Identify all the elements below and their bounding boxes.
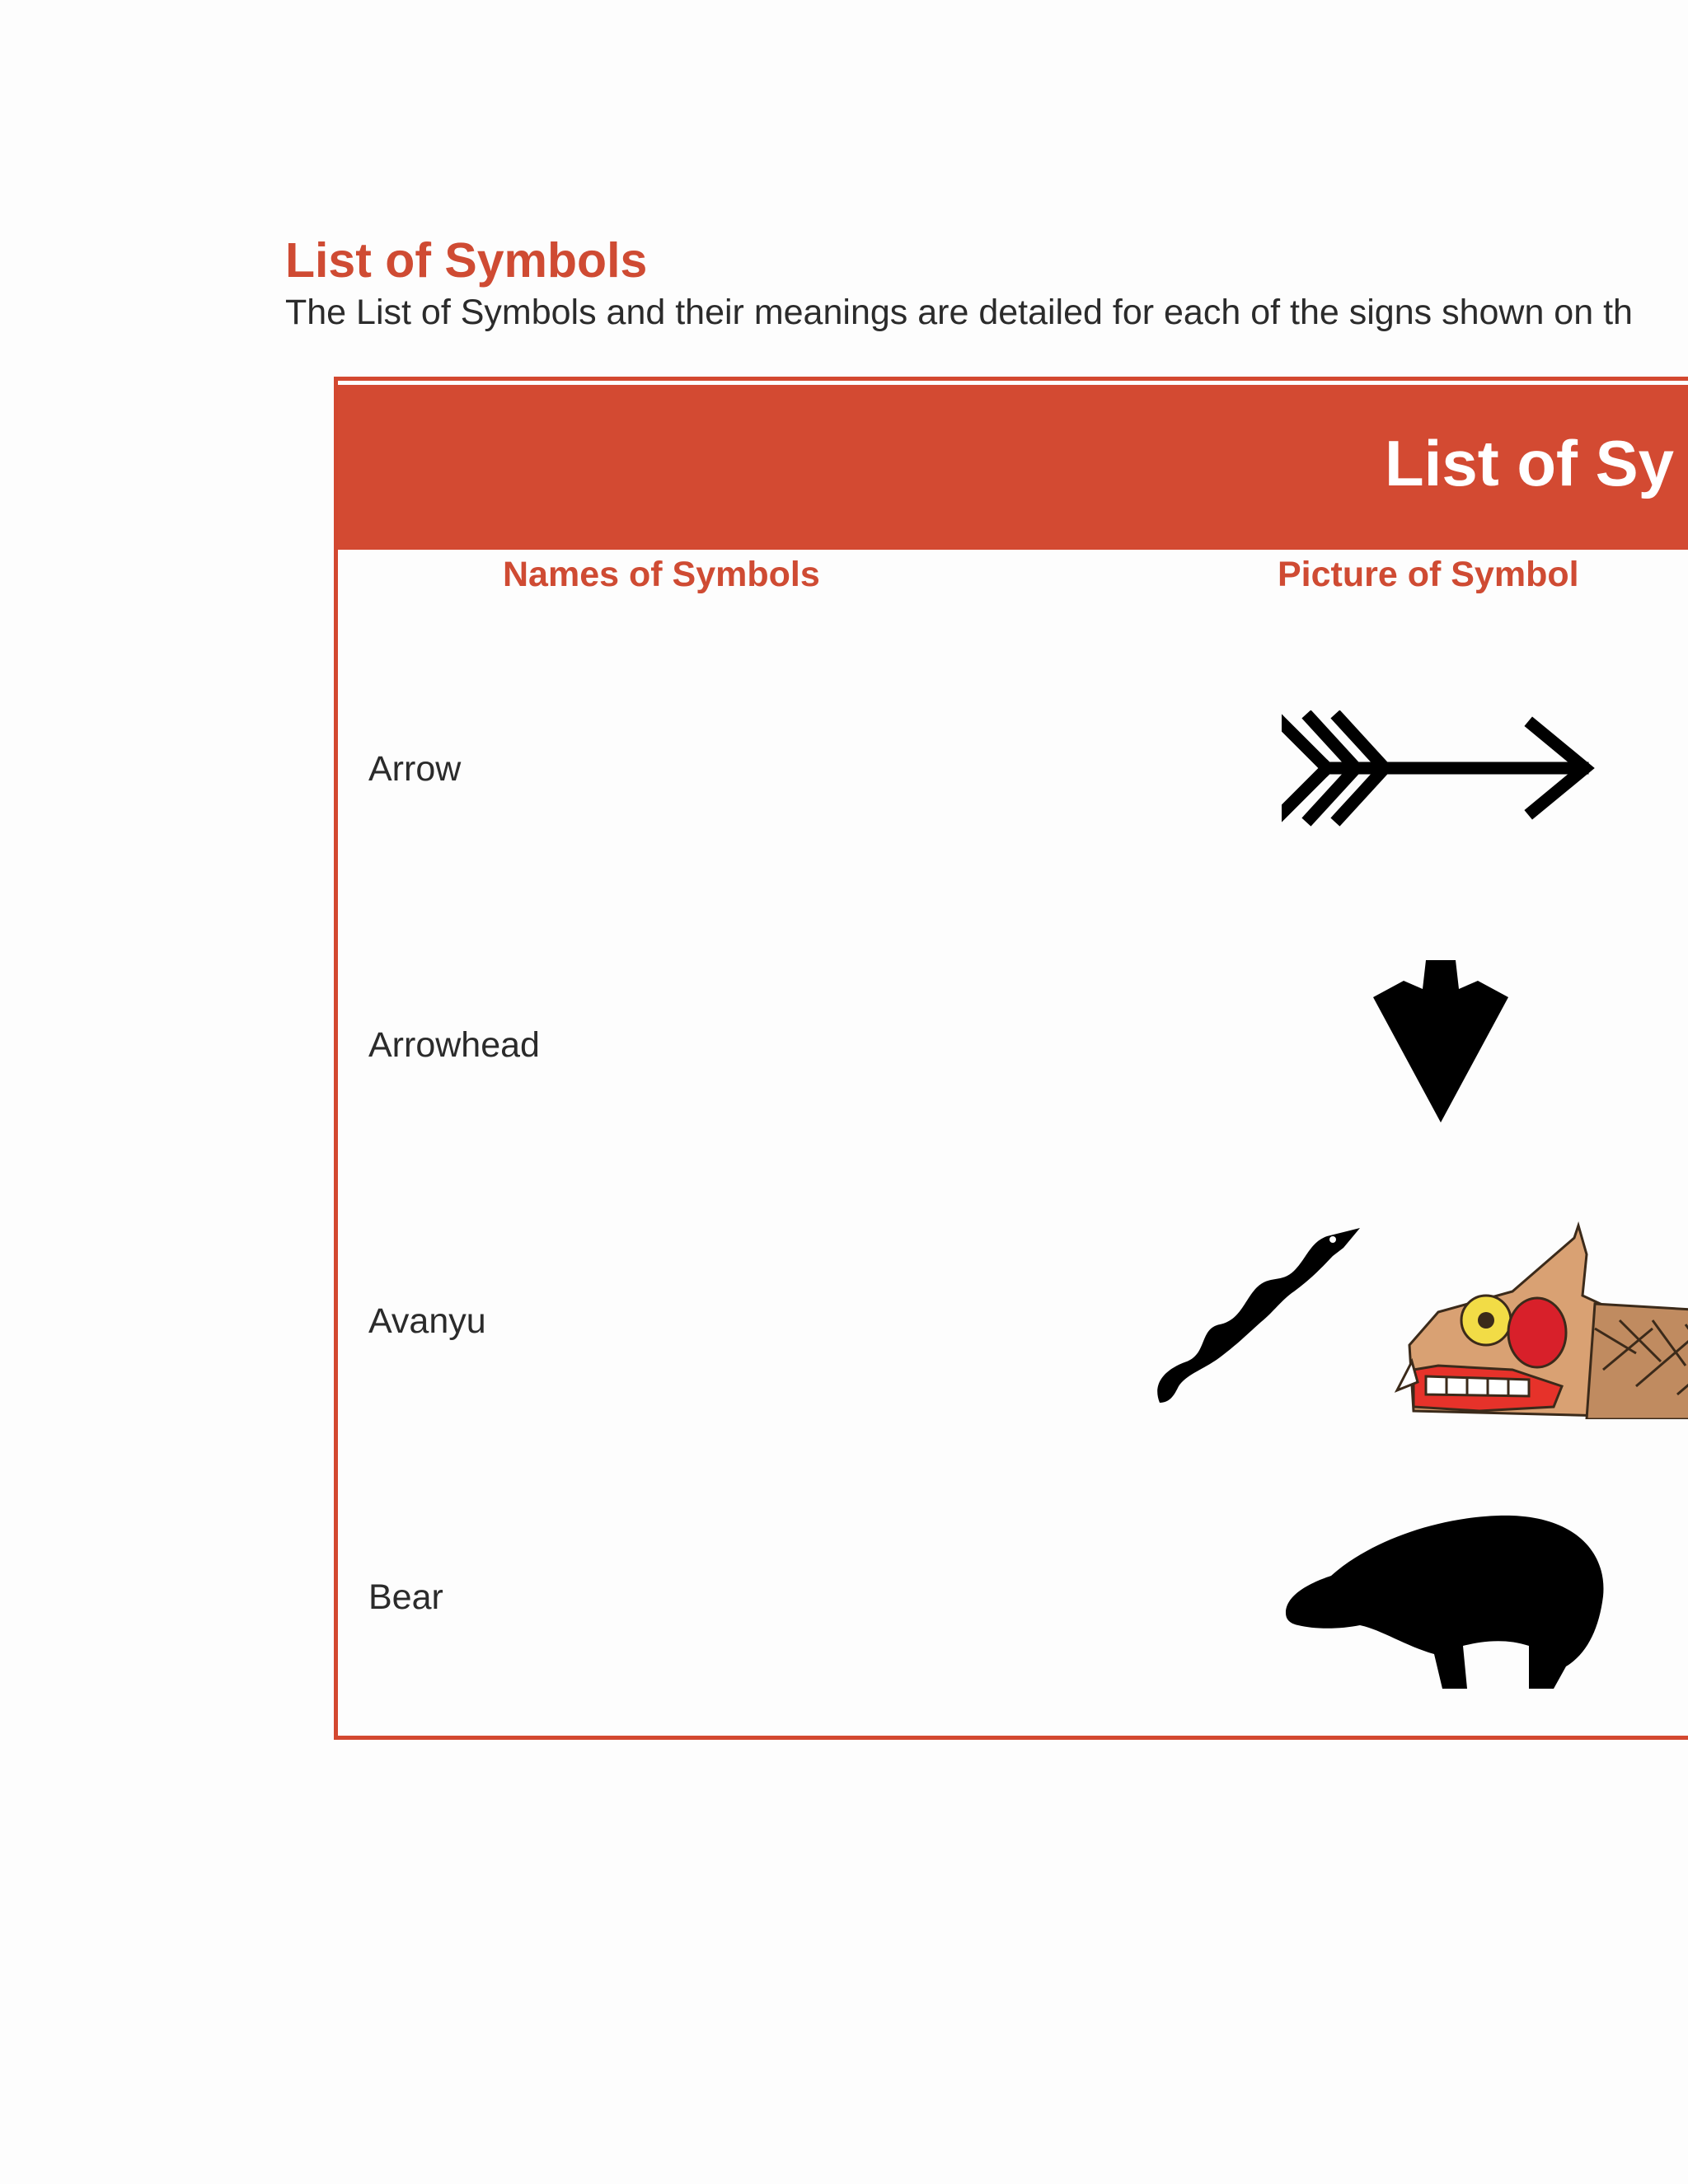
avanyu-serpent-icon bbox=[1389, 1221, 1688, 1419]
bear-icon bbox=[1282, 1506, 1611, 1691]
column-header-picture: Picture of Symbol bbox=[1278, 555, 1579, 594]
row-name-bear: Bear bbox=[368, 1577, 443, 1617]
column-header-names: Names of Symbols bbox=[503, 555, 820, 594]
table-header-banner bbox=[338, 385, 1688, 550]
page-title: List of Symbols bbox=[285, 233, 648, 288]
row-name-arrow: Arrow bbox=[368, 749, 462, 789]
arrowhead-icon bbox=[1367, 956, 1515, 1125]
avanyu-snake-icon bbox=[1150, 1221, 1372, 1411]
symbols-table bbox=[334, 377, 1688, 1740]
arrow-icon bbox=[1282, 710, 1603, 834]
row-name-arrowhead: Arrowhead bbox=[368, 1025, 540, 1065]
intro-paragraph: The List of Symbols and their meanings are detailed for each of the signs shown on th bbox=[285, 293, 1633, 332]
table-header-title: List of Sy bbox=[1385, 427, 1675, 499]
row-name-avanyu: Avanyu bbox=[368, 1301, 486, 1341]
